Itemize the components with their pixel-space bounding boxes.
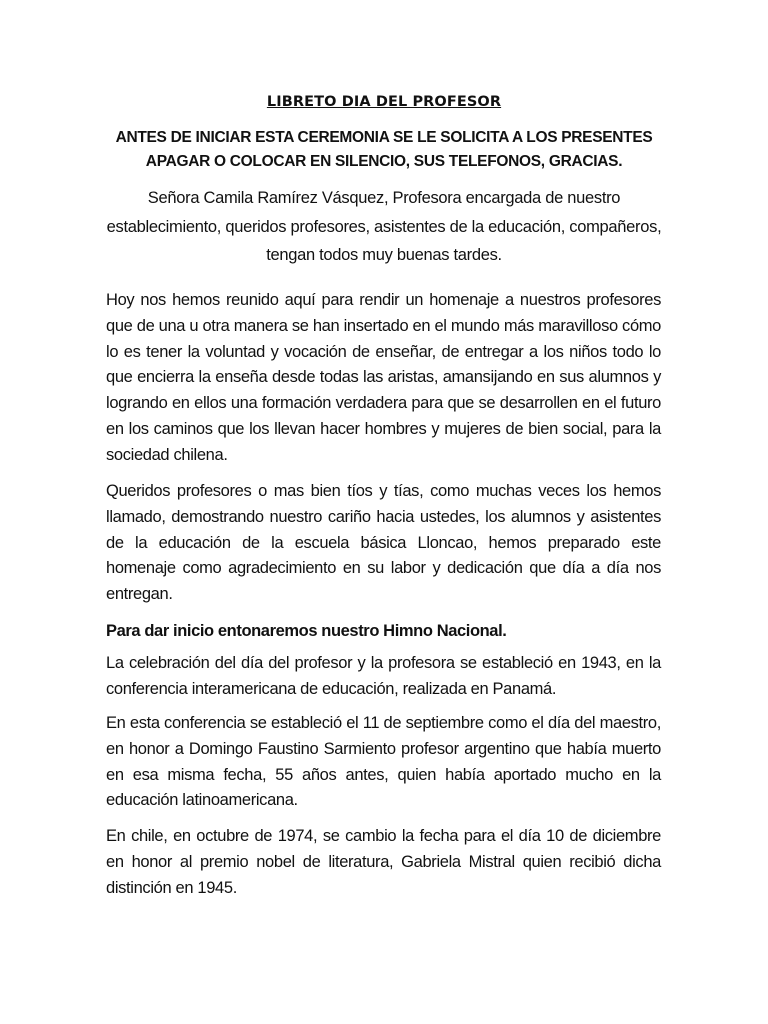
- history-paragraph: En esta conferencia se estableció el 11 de septiembre como el día del maestro, en honor a Domingo Faustino Sarmiento profesor argentino que había muerto en esa misma fecha, 55 años antes, quien había aportado mucho en la educación latinoamericana.: [106, 714, 661, 810]
- section-heading: Para dar inicio entonaremos nuestro Himno Nacional.: [106, 622, 507, 640]
- document-title: LIBRETO DIA DEL PROFESOR: [266, 94, 502, 110]
- body-paragraph: Queridos profesores o mas bien tíos y tías, como muchas veces los hemos llamado, demostrando nuestro cariño hacia ustedes, los alumnos y asistentes de la educación de la escuela básica Lloncao, hemos preparado este homenaje como agradecimiento en su labor y dedicación que día a día nos entregan.: [106, 482, 661, 604]
- body-paragraph: Hoy nos hemos reunido aquí para rendir un homenaje a nuestros profesores que de una u otra manera se han insertado en el mundo más maravilloso cómo lo es tener la voluntad y vocación de enseñar, de entregar a los niños todo lo que encierra la enseña desde todas las aristas, amansijando en sus alumnos y logrando en ellos una formación verdadera para que se desarrollen en el futuro en los caminos que los llevan hacer hombres y mujeres de bien social, para la sociedad chilena.: [106, 291, 661, 464]
- phone-silence-notice: ANTES DE INICIAR ESTA CEREMONIA SE LE SOLICITA A LOS PRESENTES APAGAR O COLOCAR EN SILENCIO, SUS TELEFONOS, GRACIAS.: [115, 129, 653, 170]
- history-paragraph: En chile, en octubre de 1974, se cambio la fecha para el día 10 de diciembre en honor al premio nobel de literatura, Gabriela Mistral quien recibió dicha distinción en 1945.: [106, 827, 661, 897]
- greeting-paragraph: Señora Camila Ramírez Vásquez, Profesora encargada de nuestro establecimiento, queridos profesores, asistentes de la educación, compañeros, tengan todos muy buenas tardes.: [106, 189, 662, 264]
- history-paragraph: La celebración del día del profesor y la profesora se estableció en 1943, en la conferencia interamericana de educación, realizada en Panamá.: [106, 654, 661, 698]
